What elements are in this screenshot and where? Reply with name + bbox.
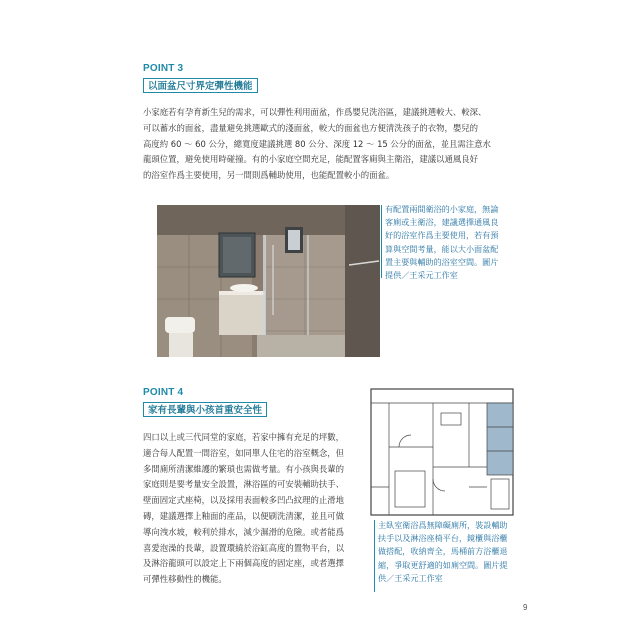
paragraph-line: 及淋浴龍頭可以設定上下兩個高度的固定座，或者選擇 bbox=[143, 558, 344, 569]
caption-divider bbox=[374, 520, 375, 592]
body-paragraph bbox=[143, 430, 344, 588]
paragraph-line: 壁面固定式座椅，以及採用表面較多凹凸紋理的止滑地 bbox=[143, 495, 344, 506]
paragraph-line: 高度約 60 ～ 60 公分，總寬度建議挑選 80 公分、深度 12 ～ 15 公分的面盆，並且需注意水 bbox=[143, 138, 491, 149]
section-heading: 以面盆尺寸界定彈性機能 bbox=[143, 78, 258, 93]
point-4-label: POINT 4 bbox=[143, 387, 184, 398]
floor-plan bbox=[369, 387, 515, 517]
caption-line: 好的浴室作爲主要使用，若有預 bbox=[385, 230, 499, 241]
caption-line: 縮，爭取更舒適的如廁空間。圖片提 bbox=[378, 559, 508, 570]
caption-line: 有配置兩間衛浴的小家庭，無論 bbox=[385, 204, 499, 214]
paragraph-line: 可彈性移動性的機能。 bbox=[143, 574, 227, 585]
bathroom-photo bbox=[157, 205, 380, 357]
caption-divider bbox=[381, 205, 382, 278]
caption-line: 算與空間考量，能以大小面盆配 bbox=[385, 243, 499, 254]
paragraph-line: 多間廁所清潔維護的繁瑣也需做考量。有小孩與長輩的 bbox=[143, 463, 344, 474]
caption-line: 置主要與輔助的浴室空間。圖片 bbox=[385, 256, 499, 267]
paragraph-line: 小家庭若有孕育新生兒的需求，可以彈性利用面盆，作爲嬰兒洗浴區，建議挑選較大、較深、 bbox=[143, 107, 487, 117]
point-3-label: POINT 3 bbox=[143, 63, 184, 74]
caption-line: 主臥室衛浴爲無障礙廁所，裝設輔助 bbox=[378, 520, 508, 530]
caption-line: 客廁或主衛浴，建議選擇通風良 bbox=[385, 217, 499, 228]
body-paragraph bbox=[143, 105, 491, 184]
photo-caption bbox=[385, 203, 498, 282]
caption-line: 供／王采元工作室 bbox=[378, 572, 443, 583]
paragraph-line: 適合每人配置一間浴室，如同單人住宅的浴室概念，但 bbox=[143, 447, 344, 458]
plan-caption bbox=[378, 519, 508, 585]
paragraph-line: 磚，建議選擇上釉面的產品，以便刷洗清潔，並且可做 bbox=[143, 510, 344, 521]
paragraph-line: 龍頭位置，避免使用時碰撞。有的小家庭空間充足，能配置客廁與主衛浴，建議以通風良好 bbox=[143, 154, 478, 165]
section-heading: 家有長輩與小孩首重安全性 bbox=[143, 402, 267, 417]
paragraph-line: 家庭則是要考量安全設置，淋浴區的可安裝輔助扶手、 bbox=[143, 479, 344, 490]
paragraph-line: 導向洩水坡，較利於排水，減少濕滑的危險。或者能爲 bbox=[143, 526, 344, 537]
paragraph-line: 四口以上或三代同堂的家庭，若家中擁有充足的坪數， bbox=[143, 432, 344, 442]
page-number: 9 bbox=[523, 603, 528, 612]
paragraph-line: 喜愛泡澡的長輩，設置環繞於浴缸高度的置物平台，以 bbox=[143, 542, 344, 553]
caption-line: 做搭配，收納齊全，馬桶前方浴櫃退 bbox=[378, 546, 508, 557]
caption-line: 扶手以及淋浴座椅平台，鏡櫃與浴櫃 bbox=[378, 533, 508, 544]
caption-line: 提供／王采元工作室 bbox=[385, 270, 458, 281]
paragraph-line: 的浴室作爲主要使用，另一間則爲輔助使用，也能配置較小的面盆。 bbox=[143, 170, 395, 181]
paragraph-line: 可以蓄水的面盆，盡量避免挑選歐式的淺面盆，較大的面盆也方便清洗孩子的衣物，嬰兒的 bbox=[143, 122, 478, 133]
